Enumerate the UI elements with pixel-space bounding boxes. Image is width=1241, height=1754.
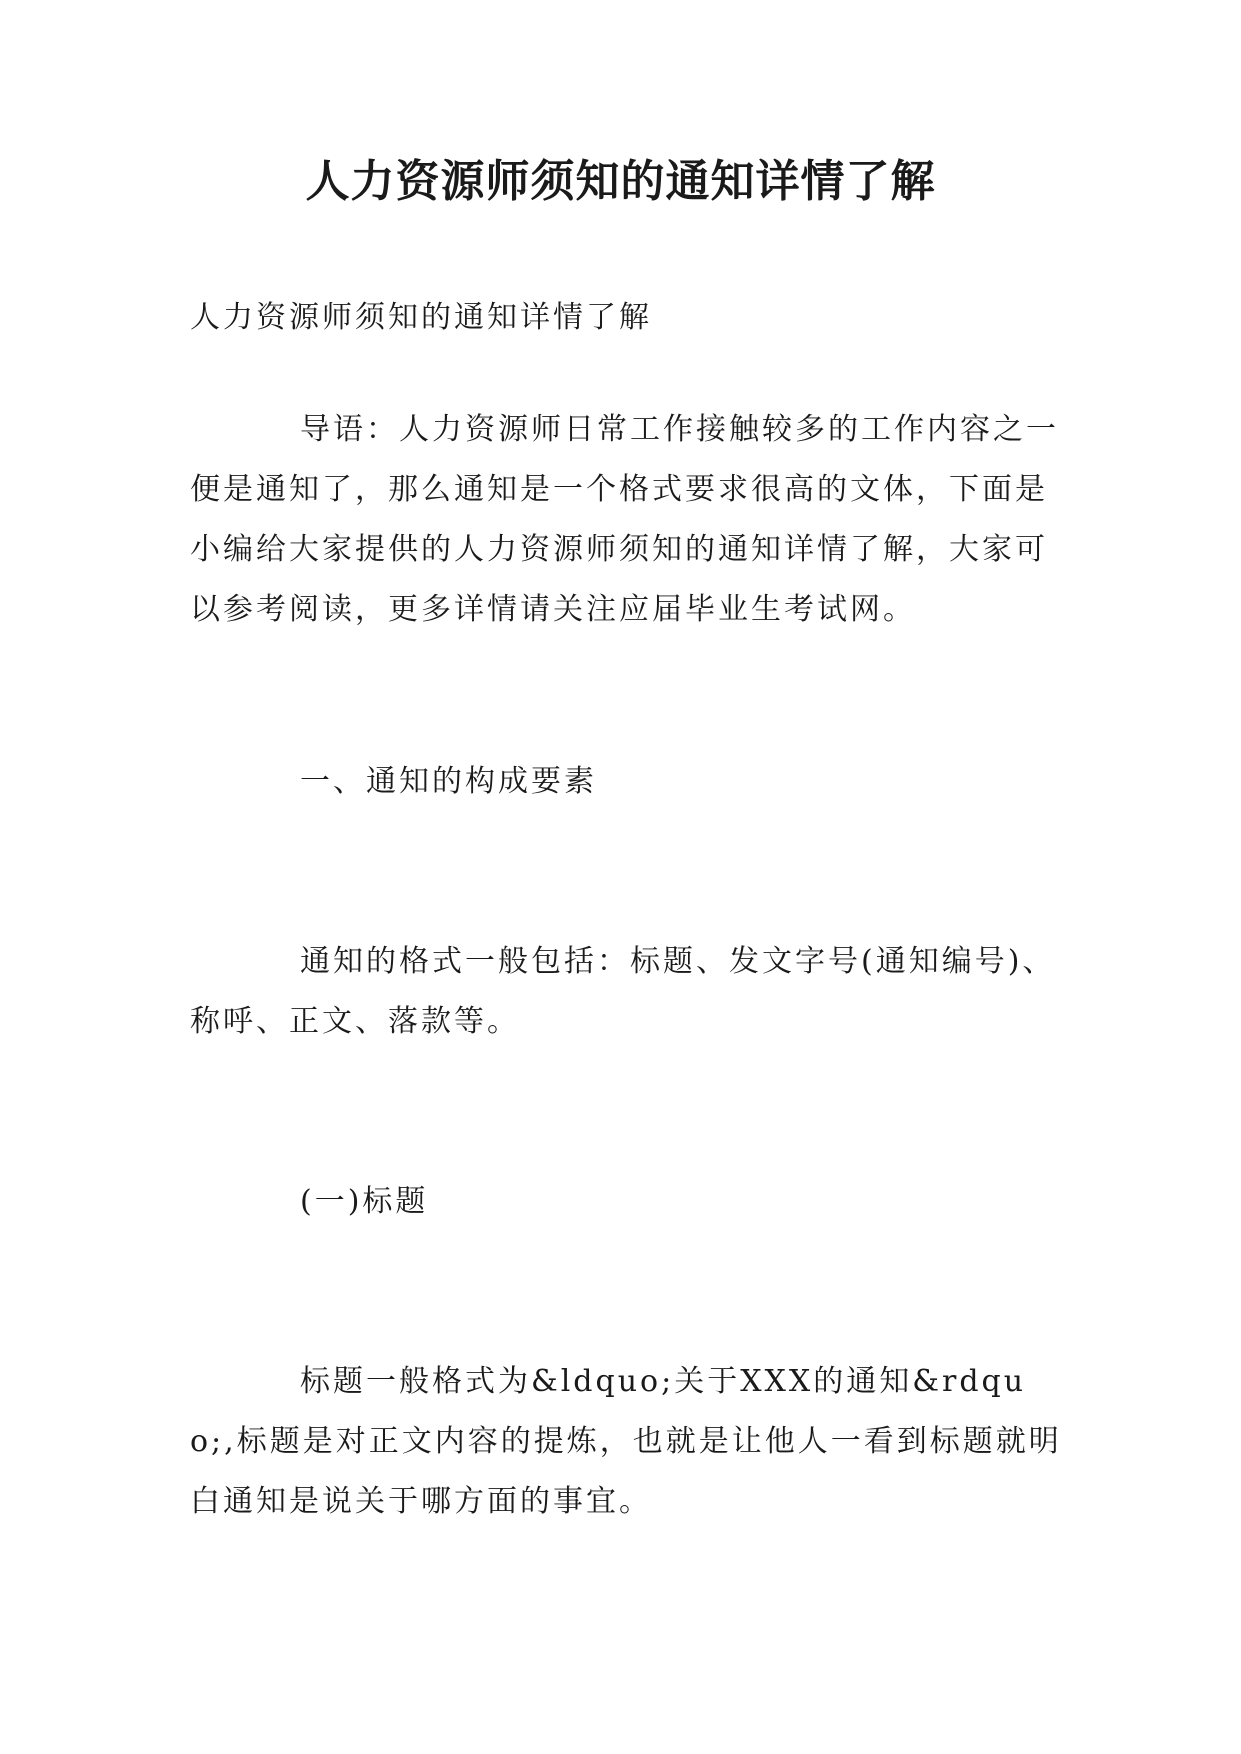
- title-paragraph: 标题一般格式为&ldquo;关于XXX的通知&rdquo;,标题是对正文内容的提炼，也就是让他人一看到标题就明白通知是说关于哪方面的事宜。: [190, 1364, 1062, 1519]
- section-heading-composition: 一、通知的构成要素: [300, 764, 597, 799]
- document-subtitle: 人力资源师须知的通知详情了解: [190, 300, 652, 335]
- format-paragraph: 通知的格式一般包括：标题、发文字号(通知编号)、称呼、正文、落款等。: [190, 944, 1056, 1039]
- document-title: 人力资源师须知的通知详情了解: [305, 156, 936, 207]
- subsection-heading-title: (一)标题: [300, 1184, 429, 1219]
- intro-paragraph: 导语：人力资源师日常工作接触较多的工作内容之一便是通知了，那么通知是一个格式要求很高的文体，下面是小编给大家提供的人力资源师须知的通知详情了解，大家可以参考阅读，更多详情请关注应届毕业生考试网。: [190, 412, 1059, 627]
